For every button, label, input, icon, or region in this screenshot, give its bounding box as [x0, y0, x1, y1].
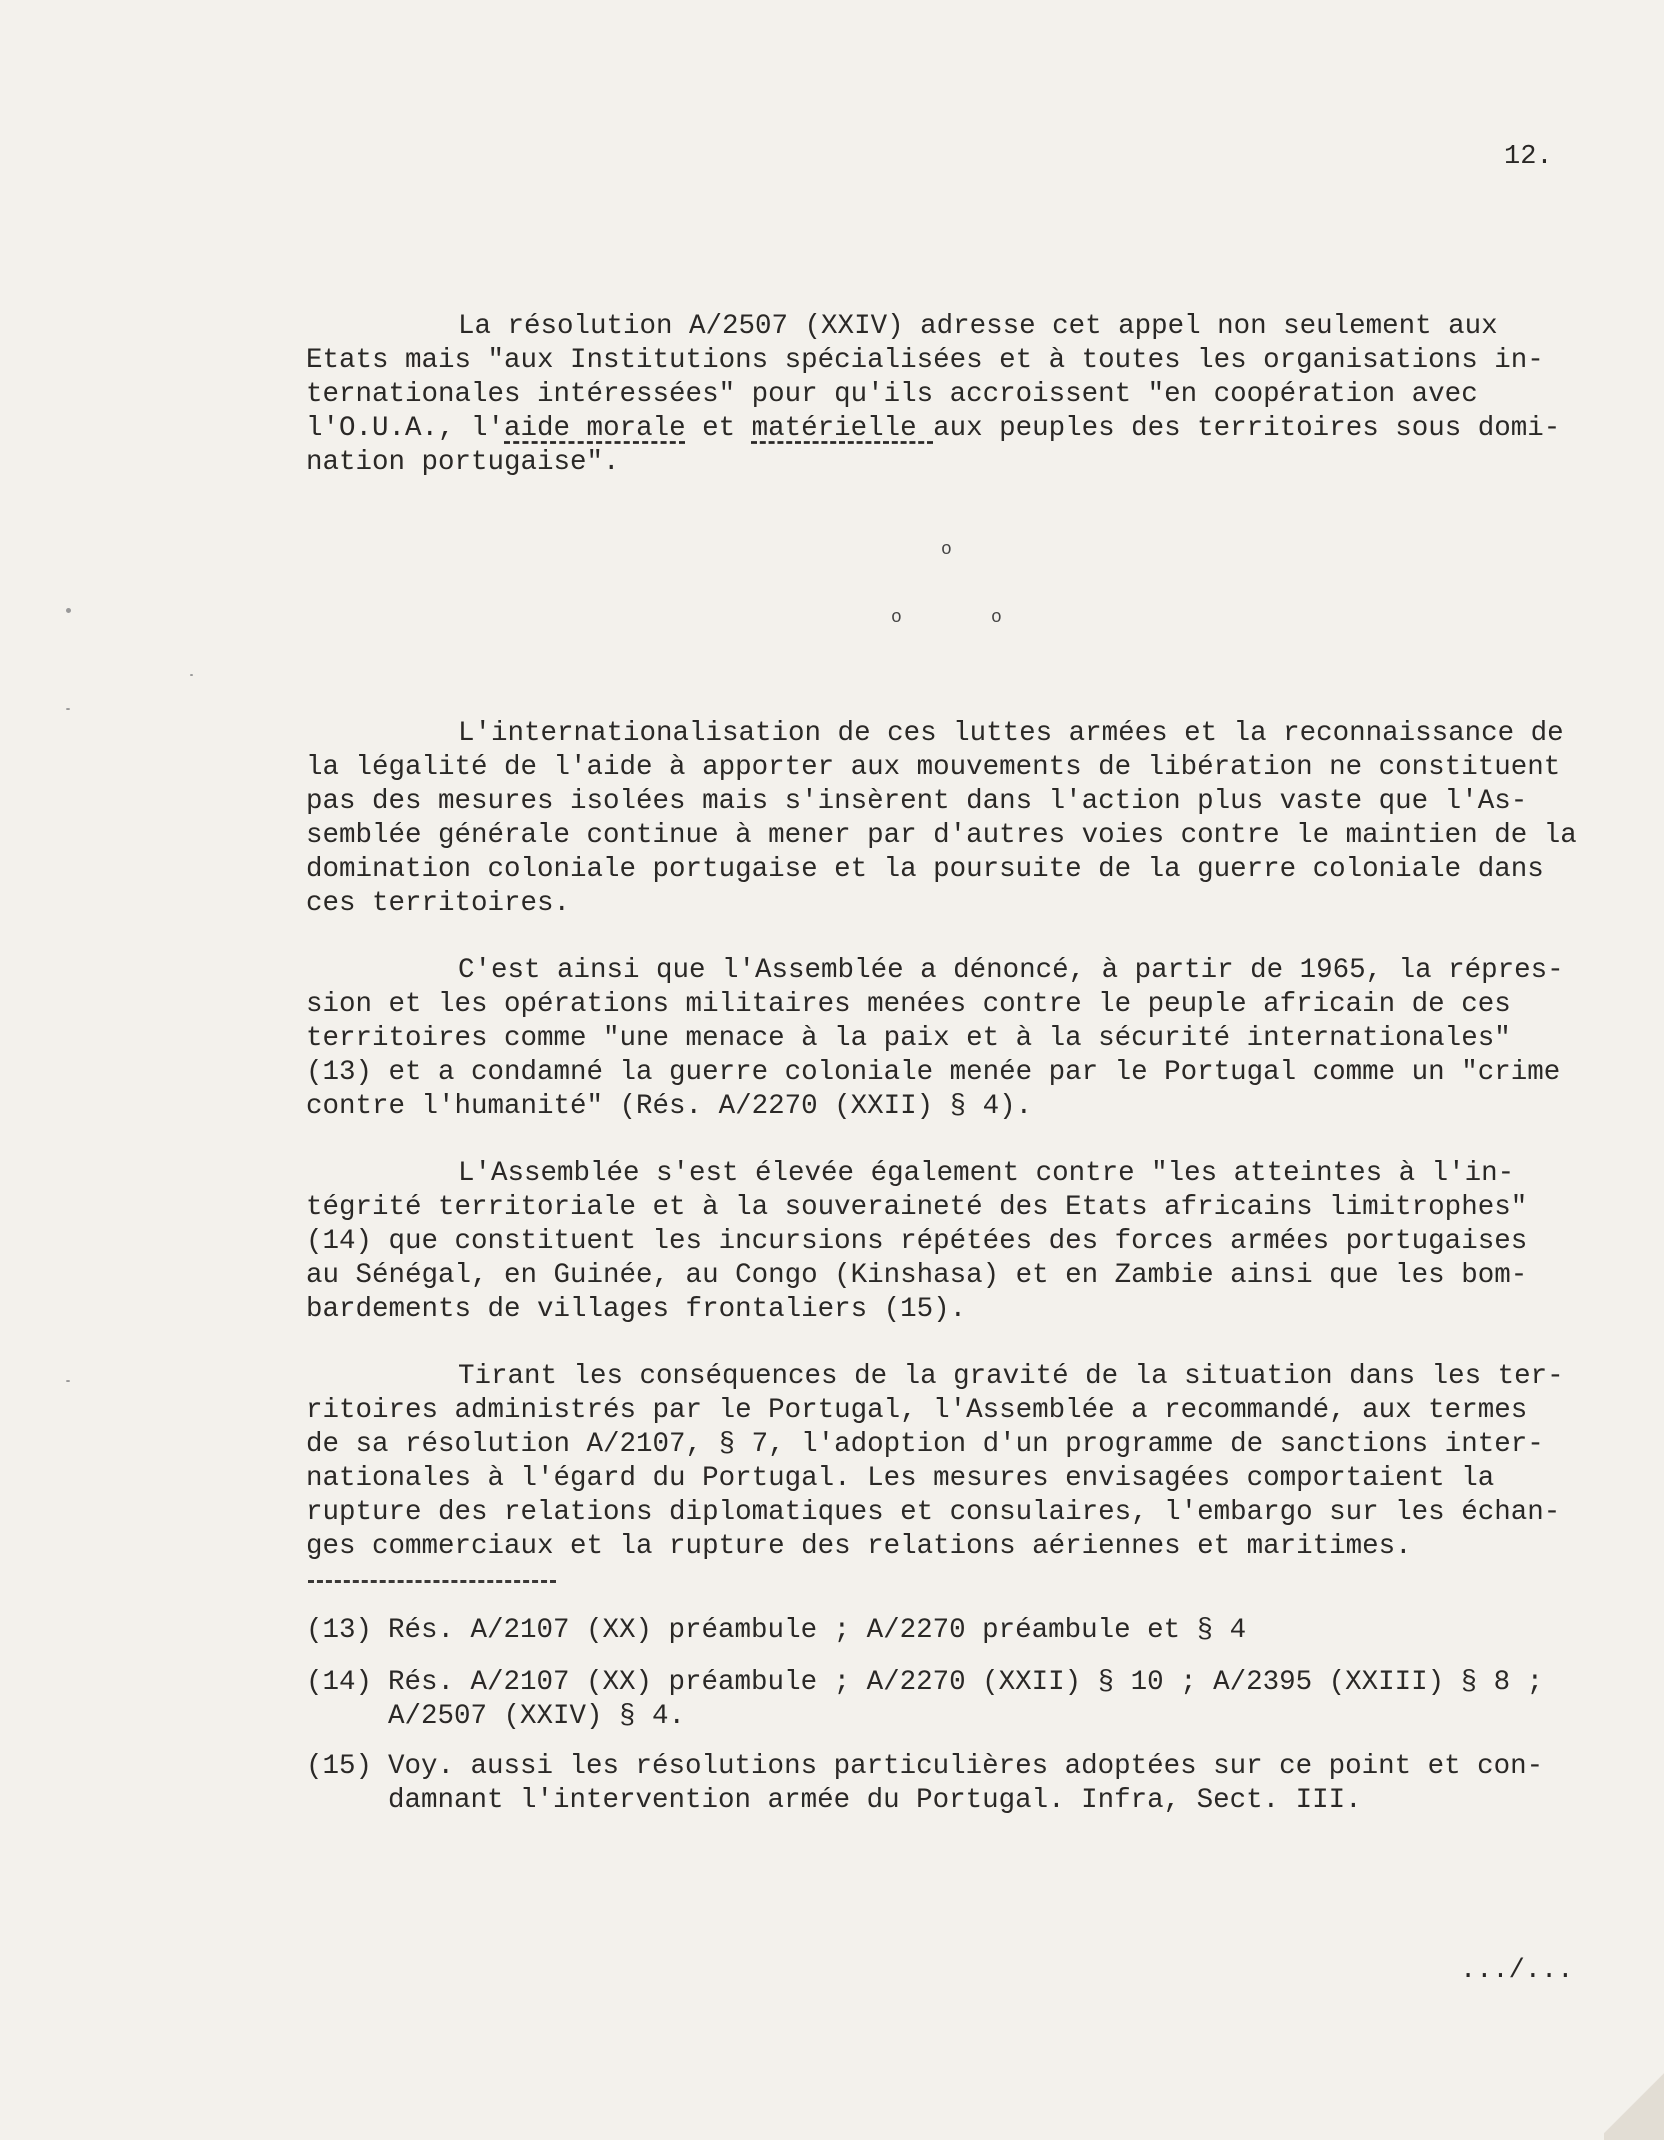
footnote-line: Rés. A/2107 (XX) préambule ; A/2270 (XXII) § 10 ; A/2395 (XXIII) § 8 ;: [388, 1667, 1544, 1698]
footnote-13: [306, 1614, 1596, 1648]
footnote-line: Rés. A/2107 (XX) préambule ; A/2270 préambule et § 4: [388, 1615, 1247, 1646]
paragraph-line: C'est ainsi que l'Assemblée a dénoncé, à partir de 1965, la répres-: [458, 955, 1564, 986]
paragraph-line: rupture des relations diplomatiques et consulaires, l'embargo sur les échan-: [306, 1497, 1561, 1528]
paragraph-line: nationales à l'égard du Portugal. Les mesures envisagées comportaient la: [306, 1463, 1495, 1494]
footnote-number: (13): [306, 1615, 373, 1646]
underlined-aide-morale: aide morale: [504, 413, 686, 444]
footnote-number: (14): [306, 1667, 373, 1698]
scan-speck: [190, 674, 193, 676]
paragraph-line: ces territoires.: [306, 888, 571, 919]
paragraph-line: tégrité territoriale et à la souveraineté des Etats africains limitrophes": [306, 1192, 1528, 1223]
scan-speck: [66, 1380, 70, 1382]
separator-mark: o: [991, 608, 1002, 628]
paragraph-line: ges commerciaux et la rupture des relations aériennes et maritimes.: [306, 1531, 1412, 1562]
separator-mark: o: [941, 540, 952, 560]
page-number: 12.: [1504, 142, 1553, 172]
footnote-number: (15): [306, 1751, 373, 1782]
underlined-materielle: matérielle: [751, 413, 934, 444]
intro-line-3: ternationales intéressées" pour qu'ils accroissent "en coopération avec: [306, 379, 1478, 410]
intro-line-5: nation portugaise".: [306, 447, 620, 478]
intro-line-1: La résolution A/2507 (XXIV) adresse cet appel non seulement aux: [458, 311, 1498, 342]
footnote-line: A/2507 (XXIV) § 4.: [388, 1701, 686, 1732]
body-paragraph: [306, 717, 1596, 921]
intro-line-4-end: aux peuples des territoires sous domi-: [933, 413, 1561, 444]
page-fold-corner: [1604, 2050, 1664, 2140]
intro-line-2: Etats mais "aux Institutions spécialisées et à toutes les organisations in-: [306, 345, 1544, 376]
paragraph-line: semblée générale continue à mener par d'autres voies contre le maintien de la: [306, 820, 1577, 851]
body-paragraph: [306, 1360, 1596, 1564]
paragraph-line: territoires comme "une menace à la paix et à la sécurité internationales": [306, 1023, 1511, 1054]
paragraph-line: la légalité de l'aide à apporter aux mouvements de libération ne constituent: [306, 752, 1561, 783]
paragraph-line: domination coloniale portugaise et la poursuite de la guerre coloniale dans: [306, 854, 1544, 885]
footnote-14: [306, 1666, 1596, 1734]
paragraph-line: L'internationalisation de ces luttes armées et la reconnaissance de: [458, 718, 1564, 749]
paragraph-line: pas des mesures isolées mais s'insèrent dans l'action plus vaste que l'As-: [306, 786, 1528, 817]
paragraph-line: Tirant les conséquences de la gravité de la situation dans les ter-: [458, 1361, 1564, 1392]
separator-mark: o: [891, 608, 902, 628]
intro-line-4-mid: et: [685, 413, 752, 444]
intro-line-4-start: l'O.U.A., l': [306, 413, 505, 444]
paragraph-line: au Sénégal, en Guinée, au Congo (Kinshasa) et en Zambie ainsi que les bom-: [306, 1260, 1528, 1291]
paragraph-line: de sa résolution A/2107, § 7, l'adoption d'un programme de sanctions inter-: [306, 1429, 1544, 1460]
paragraph-line: L'Assemblée s'est élevée également contre "les atteintes à l'in-: [458, 1158, 1515, 1189]
footnote-15: [306, 1750, 1596, 1818]
scan-speck: [66, 708, 70, 710]
scan-speck: [66, 608, 71, 613]
paragraph-line: ritoires administrés par le Portugal, l'Assemblée a recommandé, aux termes: [306, 1395, 1528, 1426]
paragraph-line: (13) et a condamné la guerre coloniale menée par le Portugal comme un "crime: [306, 1057, 1561, 1088]
footnote-line: Voy. aussi les résolutions particulières adoptées sur ce point et con-: [388, 1751, 1544, 1782]
paragraph-line: (14) que constituent les incursions répétées des forces armées portugaises: [306, 1226, 1528, 1257]
paragraph-line: sion et les opérations militaires menées contre le peuple africain de ces: [306, 989, 1511, 1020]
continuation-mark: .../...: [1460, 1956, 1574, 1986]
intro-paragraph: [306, 310, 1596, 480]
footnote-rule: [308, 1580, 556, 1583]
paragraph-line: contre l'humanité" (Rés. A/2270 (XXII) § 4).: [306, 1091, 1033, 1122]
footnote-line: damnant l'intervention armée du Portugal. Infra, Sect. III.: [388, 1785, 1362, 1816]
body-paragraph: [306, 1157, 1596, 1327]
body-paragraph: [306, 954, 1596, 1124]
paragraph-line: bardements de villages frontaliers (15).: [306, 1294, 967, 1325]
